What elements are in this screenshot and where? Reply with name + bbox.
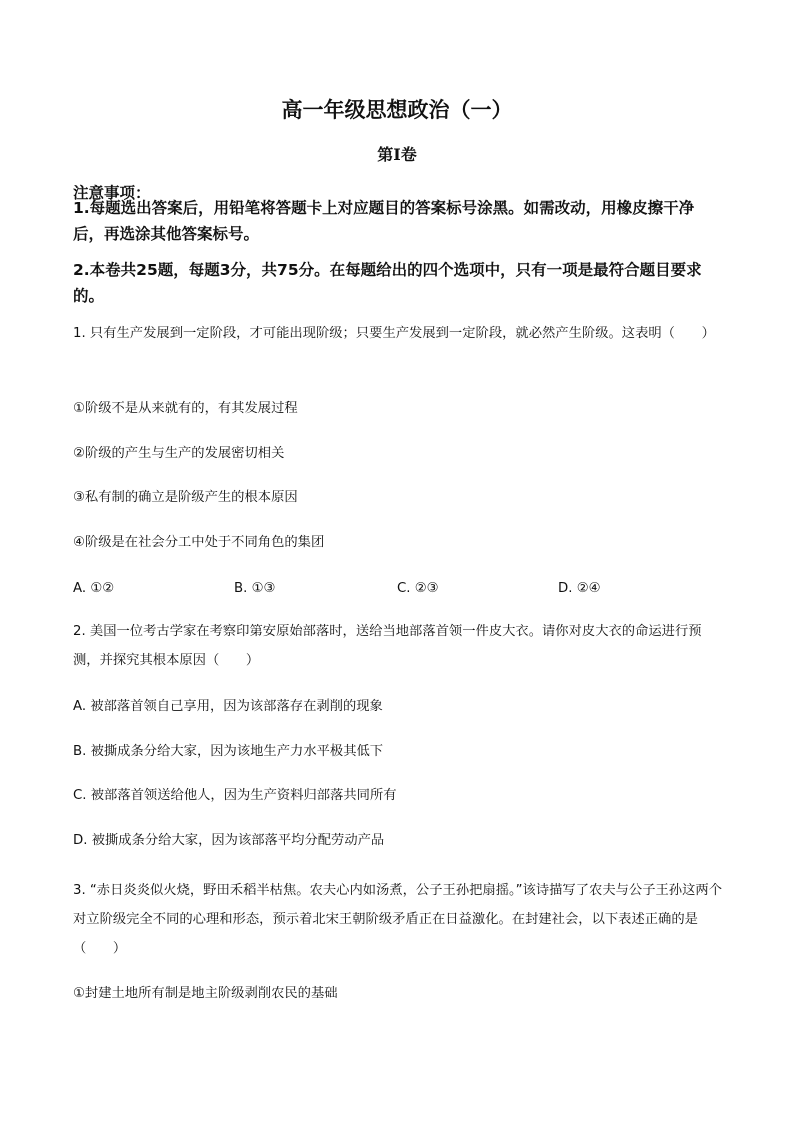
notice-item-1: 1.每题选出答案后，用铅笔将答题卡上对应题目的答案标号涂黑。如需改动，用橡皮擦干净后，再选涂其他答案标号。	[73, 199, 695, 243]
question-3-stem: 3. “赤日炎炎似火烧，野田禾稻半枯焦。农夫心内如汤煮，公子王孙把扇摇。”该诗描写了农夫与公子王孙这两个对立阶级完全不同的心理和形态，预示着北宋王朝阶级矛盾正在日益激化。在封建社会，以下表述正确的是（ ）	[73, 883, 722, 956]
notice-heading: 注意事项：	[73, 184, 151, 202]
question-2-stem: 2. 美国一位考古学家在考察印第安原始部落时，送给当地部落首领一件皮大衣。请你对皮大衣的命运进行预测，并探究其根本原因（ ）	[73, 624, 702, 668]
volume-label: 第I卷	[377, 145, 417, 164]
question-1-option-b: B. ①③	[234, 581, 276, 596]
question-3-statement-1: ①封建土地所有制是地主阶级剥削农民的基础	[73, 986, 338, 1001]
notice-item-2: 2.本卷共25题，每题3分，共75分。在每题给出的四个选项中，只有一项是最符合题目要求的。	[73, 261, 702, 305]
question-1-statement-3: ③私有制的确立是阶级产生的根本原因	[73, 490, 298, 505]
question-1-statement-4: ④阶级是在社会分工中处于不同角色的集团	[73, 535, 325, 550]
page-title: 高一年级思想政治（一）	[281, 97, 513, 122]
question-1-statement-1: ①阶级不是从来就有的，有其发展过程	[73, 401, 298, 416]
question-1-option-d: D. ②④	[558, 581, 601, 596]
question-1-stem: 1. 只有生产发展到一定阶段，才可能出现阶级；只要生产发展到一定阶段，就必然产生阶级。这表明（ ）	[73, 326, 715, 341]
question-2-option-c: C. 被部落首领送给他人，因为生产资料归部落共同所有	[73, 788, 397, 803]
question-1-option-c: C. ②③	[397, 581, 439, 596]
question-2-option-b: B. 被撕成条分给大家，因为该地生产力水平极其低下	[73, 744, 384, 759]
question-2-option-d: D. 被撕成条分给大家，因为该部落平均分配劳动产品	[73, 833, 385, 848]
question-1-option-a: A. ①②	[73, 581, 115, 596]
question-2-option-a: A. 被部落首领自己享用，因为该部落存在剥削的现象	[73, 699, 383, 714]
question-1-statement-2: ②阶级的产生与生产的发展密切相关	[73, 446, 285, 461]
